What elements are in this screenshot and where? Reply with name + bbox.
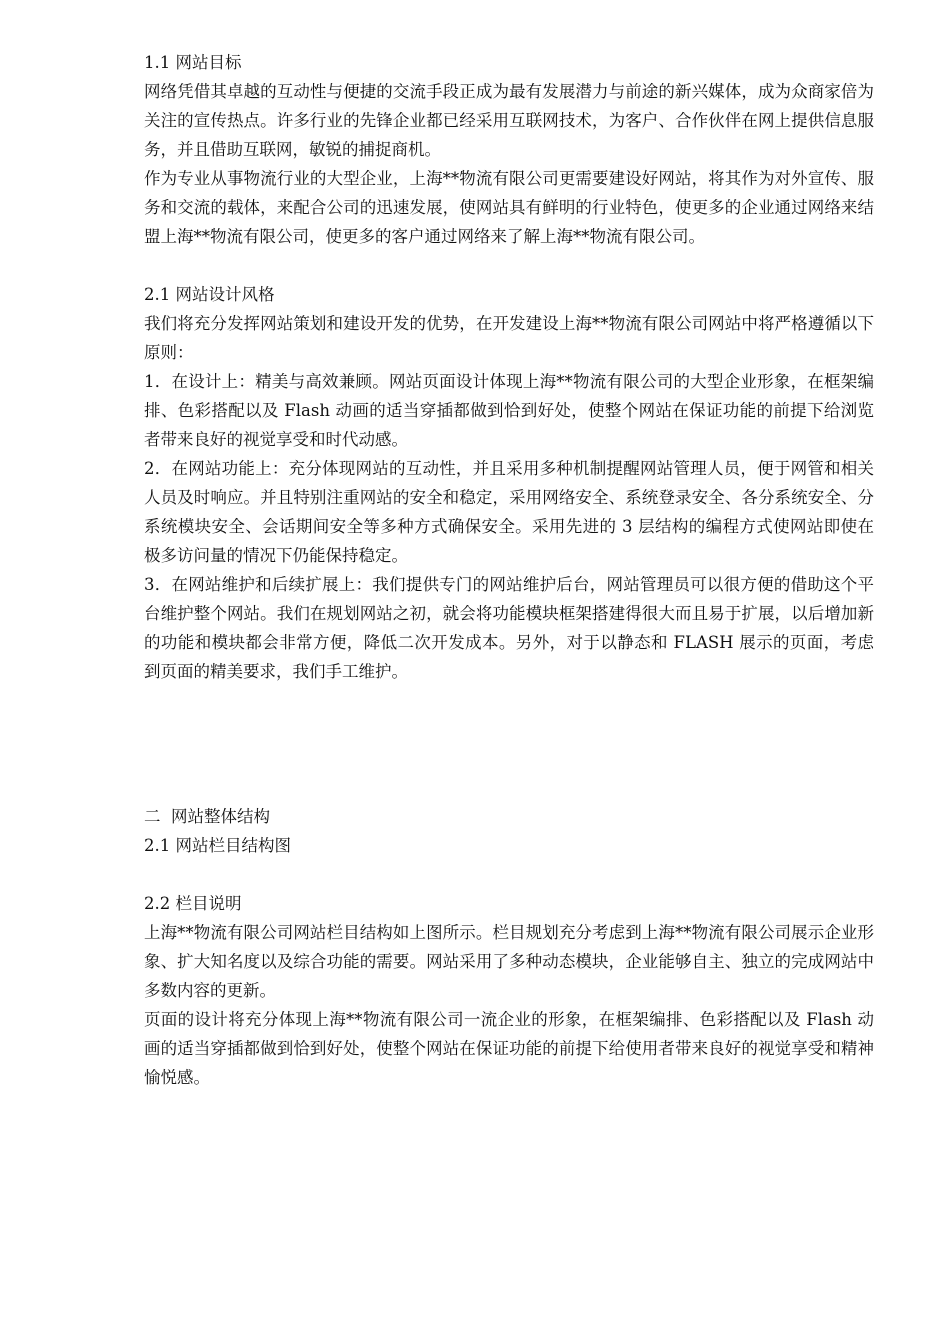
paragraph-column-description-1: 上海**物流有限公司网站栏目结构如上图所示。栏目规划充分考虑到上海**物流有限公司展示企业形象、扩大知名度以及综合功能的需要。网站采用了多种动态模块，企业能够自主、独立的完成网站中多数内容的更新。 [144,923,874,1000]
list-item-function: 2．在网站功能上：充分体现网站的互动性，并且采用多种机制提醒网站管理人员，便于网管和相关人员及时响应。并且特别注重网站的安全和稳定，采用网络安全、系统登录安全、各分系统安全、分系统模块安全、会话期间安全等多种方式确保安全。采用先进的 3 层结构的编程方式使网站即使在极多访问量的情况下仍能保持稳定。 [144,459,874,565]
blank-line [144,860,874,889]
list-item-maintenance: 3．在网站维护和后续扩展上：我们提供专门的网站维护后台，网站管理员可以很方便的借助这个平台维护整个网站。我们在规划网站之初，就会将功能模块框架搭建得很大而且易于扩展，以后增加新的功能和模块都会非常方便，降低二次开发成本。另外，对于以静态和 FLASH 展示的页面，考虑到页面的精美要求，我们手工维护。 [144,575,874,681]
blank-gap [144,686,874,802]
blank-line [144,251,874,280]
heading-overall-structure: 二 网站整体结构 [144,807,270,826]
paragraph-design-intro: 我们将充分发挥网站策划和建设开发的优势，在开发建设上海**物流有限公司网站中将严格遵循以下原则： [144,314,874,362]
paragraph-column-description-2: 页面的设计将充分体现上海**物流有限公司一流企业的形象，在框架编排、色彩搭配以及 Flash 动画的适当穿插都做到恰到好处，使整个网站在保证功能的前提下给使用者带来良好的视觉享受和精神愉悦感。 [144,1010,874,1087]
paragraph-goal-2: 作为专业从事物流行业的大型企业，上海**物流有限公司更需要建设好网站，将其作为对外宣传、服务和交流的载体，来配合公司的迅速发展，使网站具有鲜明的行业特色，使更多的企业通过网络来结盟上海**物流有限公司，使更多的客户通过网络来了解上海**物流有限公司。 [144,169,874,246]
paragraph-goal-1: 网络凭借其卓越的互动性与便捷的交流手段正成为最有发展潜力与前途的新兴媒体，成为众商家倍为关注的宣传热点。许多行业的先锋企业都已经采用互联网技术，为客户、合作伙伴在网上提供信息服务，并且借助互联网，敏锐的捕捉商机。 [144,82,874,159]
heading-column-structure-diagram: 2.1 网站栏目结构图 [144,836,291,855]
document-page [144,48,874,1092]
heading-website-goal: 1.1 网站目标 [144,53,242,72]
heading-column-description: 2.2 栏目说明 [144,894,242,913]
list-item-design: 1．在设计上：精美与高效兼顾。网站页面设计体现上海**物流有限公司的大型企业形象，在框架编排、色彩搭配以及 Flash 动画的适当穿插都做到恰到好处，使整个网站在保证功能的前提下给浏览者带来良好的视觉享受和时代动感。 [144,372,874,449]
heading-design-style: 2.1 网站设计风格 [144,285,275,304]
